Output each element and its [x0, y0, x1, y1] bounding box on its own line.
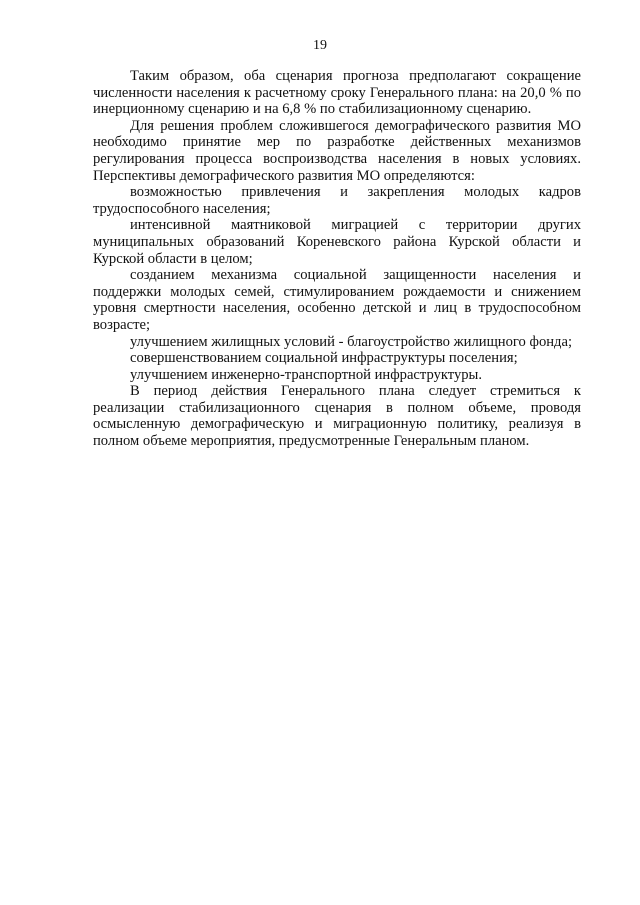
list-item-pendulum-migration: интенсивной маятниковой миграцией с территории других муниципальных образований Кореневского района Курской области и Курской области в целом;: [93, 217, 581, 267]
list-item-engineering-infrastructure: улучшением инженерно-транспортной инфраструктуры.: [130, 366, 482, 383]
list-item-social-protection: созданием механизма социальной защищенности населения и поддержки молодых семей, стимулированием рождаемости и снижением уровня смертности населения, особенно детской и лиц в трудоспособном возрасте;: [93, 267, 581, 333]
document-body: [93, 68, 581, 450]
paragraph-scenario-summary: Таким образом, оба сценария прогноза предполагают сокращение численности населения к расчетному сроку Генерального плана: на 20,0 % по инерционному сценарию и на 6,8 % по стабилизационному сценарию.: [93, 68, 581, 118]
page-number: 19: [313, 38, 327, 53]
paragraph-measures-intro: Для решения проблем сложившегося демографического развития МО необходимо принятие мер по разработке действенных механизмов регулирования процесса воспроизводства населения в новых условиях. Перспективы демографического развития МО определяются:: [93, 117, 581, 184]
paragraph-conclusion: В период действия Генерального плана следует стремиться к реализации стабилизационного сценария в полном объеме, проводя осмысленную демографическую и миграционную политику, реализуя в полном объеме мероприятия, предусмотренные Генеральным планом.: [93, 383, 581, 450]
list-item-housing-conditions: улучшением жилищных условий - благоустройство жилищного фонда;: [130, 333, 573, 350]
list-item-social-infrastructure: совершенствованием социальной инфраструктуры поселения;: [130, 350, 518, 367]
list-item-young-workforce: возможностью привлечения и закрепления молодых кадров трудоспособного населения;: [93, 184, 581, 217]
